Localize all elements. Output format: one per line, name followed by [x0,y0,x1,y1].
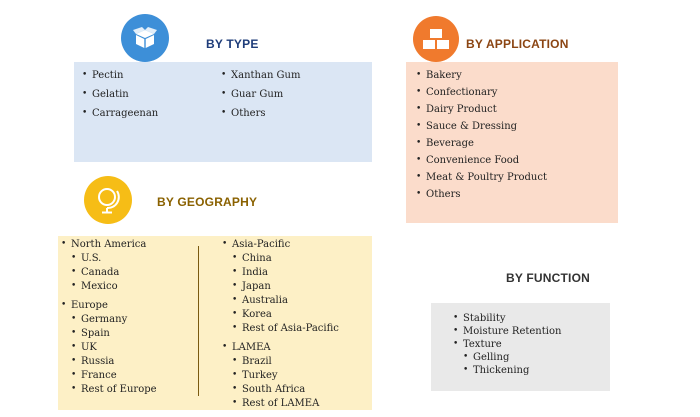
region-europe: • Europe [61,300,157,311]
geography-icon-circle [84,176,132,224]
country-item: • India [232,267,339,278]
type-item: • Pectin [82,70,158,81]
country-item: • Turkey [232,370,339,381]
application-item: • Confectionary [416,87,547,98]
region-north-america: • North America [61,239,157,250]
type-item: • Carrageenan [82,108,158,119]
type-list-col2 [221,70,300,119]
type-list-col1 [82,70,158,119]
type-box [74,62,372,162]
type-item: • Guar Gum [221,89,300,100]
function-item: • Stability [453,313,561,324]
country-item: • Japan [232,281,339,292]
country-item: • Russia [71,356,157,367]
function-heading: BY FUNCTION [506,271,590,285]
country-item: • U.S. [71,253,157,264]
function-list [453,313,561,376]
application-item: • Convenience Food [416,155,547,166]
geography-box [58,236,372,410]
type-icon-circle [121,14,169,62]
application-item: • Meat & Poultry Product [416,172,547,183]
country-item: • Spain [71,328,157,339]
function-item: • Moisture Retention [453,326,561,337]
country-item: • Rest of Asia-Pacific [232,323,339,334]
country-item: • Canada [71,267,157,278]
function-subitem: • Gelling [463,352,561,363]
stacked-boxes-icon [422,28,450,50]
function-item: • Texture [453,339,561,350]
geography-list-right [222,239,339,409]
region-lamea: • LAMEA [222,342,339,353]
country-item: • South Africa [232,384,339,395]
country-item: • Mexico [71,281,157,292]
geography-heading: BY GEOGRAPHY [157,195,258,209]
application-icon-circle [413,16,459,62]
type-item: • Xanthan Gum [221,70,300,81]
function-subitem: • Thickening [463,365,561,376]
function-box [431,303,610,391]
region-asia-pacific: • Asia-Pacific [222,239,339,250]
country-item: • UK [71,342,157,353]
application-item: • Beverage [416,138,547,149]
country-item: • Korea [232,309,339,320]
geography-divider [198,246,199,396]
type-item: • Others [221,108,300,119]
box-icon [132,25,158,51]
country-item: • Rest of Europe [71,384,157,395]
country-item: • China [232,253,339,264]
application-item: • Sauce & Dressing [416,121,547,132]
type-item: • Gelatin [82,89,158,100]
application-heading: BY APPLICATION [466,37,569,51]
application-item: • Others [416,189,547,200]
application-item: • Dairy Product [416,104,547,115]
country-item: • Brazil [232,356,339,367]
application-item: • Bakery [416,70,547,81]
country-item: • Germany [71,314,157,325]
application-box [406,62,618,223]
country-item: • Australia [232,295,339,306]
application-list [416,70,547,200]
type-heading: BY TYPE [206,37,259,51]
geography-list-left [61,239,157,395]
country-item: • France [71,370,157,381]
country-item: • Rest of LAMEA [232,398,339,409]
globe-icon [94,185,122,215]
